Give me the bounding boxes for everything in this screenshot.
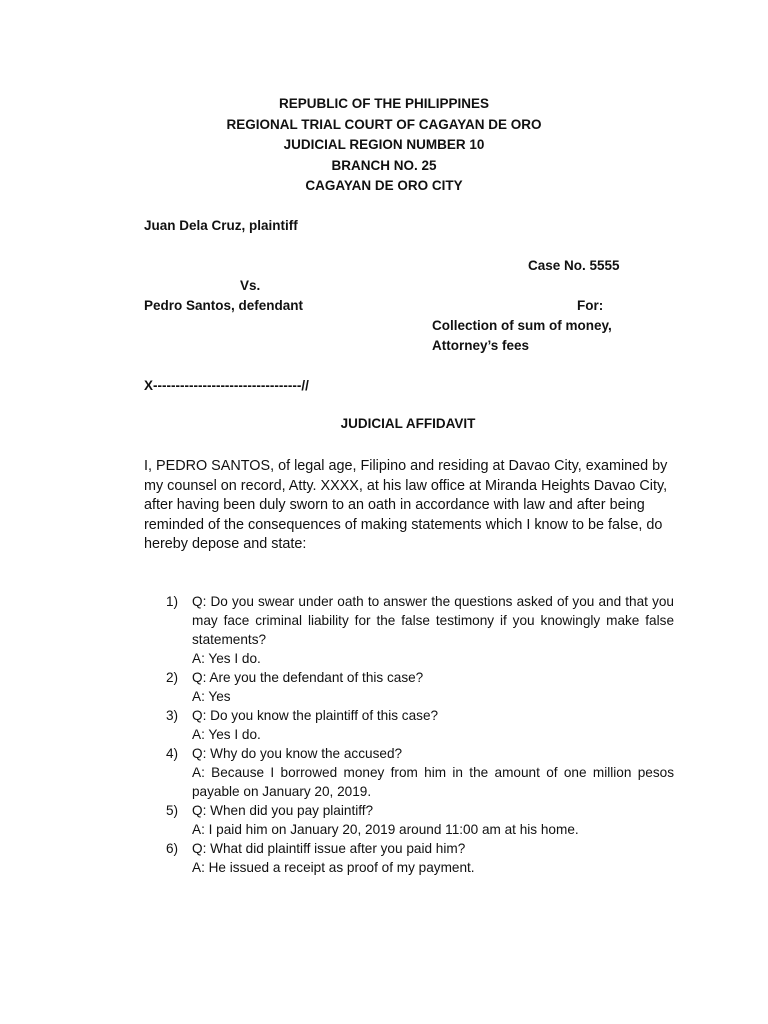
- list-item: [144, 744, 674, 801]
- answer-text: A: I paid him on January 20, 2019 around 11:00 am at his home.: [192, 822, 579, 837]
- intro-paragraph: I, PEDRO SANTOS, of legal age, Filipino and residing at Davao City, examined by my counsel on record, Atty. XXXX, at his law office at Miranda Heights Davao City, after having been duly sworn to an oath in accordance with law and after being reminded of the consequences of making statements which I know to be false, do hereby depose and state:: [144, 458, 668, 552]
- item-number: 5): [166, 803, 179, 818]
- caption-separator: X---------------------------------//: [144, 378, 309, 393]
- question-text: Q: Do you swear under oath to answer the questions asked of you and that you may face criminal liability for the false testimony if you knowingly make false statements?: [192, 594, 674, 647]
- question-text: Q: Why do you know the accused?: [192, 746, 403, 761]
- list-item: [144, 592, 674, 668]
- item-number: 6): [166, 841, 179, 856]
- for-label: For:: [577, 298, 604, 313]
- defendant-name: Pedro Santos, defendant: [144, 298, 304, 313]
- versus-label: Vs.: [240, 278, 261, 293]
- item-number: 2): [166, 670, 179, 685]
- header-line-republic: REPUBLIC OF THE PHILIPPINES: [278, 96, 490, 111]
- case-number: Case No. 5555: [528, 258, 620, 273]
- list-item: [144, 801, 674, 839]
- answer-text: A: Yes: [192, 689, 231, 704]
- header-line-city: CAGAYAN DE ORO CITY: [305, 178, 463, 193]
- question-answer-list: [144, 592, 674, 877]
- list-item: [144, 668, 674, 706]
- cause-of-action-line-1: Collection of sum of money,: [432, 318, 612, 333]
- answer-text: A: He issued a receipt as proof of my payment.: [192, 860, 475, 875]
- answer-text: A: Yes I do.: [192, 727, 261, 742]
- document-title: JUDICIAL AFFIDAVIT: [340, 416, 476, 431]
- header-line-court: REGIONAL TRIAL COURT OF CAGAYAN DE ORO: [226, 116, 542, 132]
- question-text: Q: Do you know the plaintiff of this case?: [192, 708, 439, 723]
- header-line-branch: BRANCH NO. 25: [331, 157, 437, 173]
- list-item: [144, 839, 674, 877]
- cause-of-action-line-2: Attorney’s fees: [432, 338, 530, 353]
- question-text: Q: What did plaintiff issue after you paid him?: [192, 841, 466, 856]
- list-item: [144, 706, 674, 744]
- plaintiff-name: Juan Dela Cruz, plaintiff: [144, 218, 298, 233]
- item-number: 3): [166, 708, 179, 723]
- court-header: [0, 94, 768, 197]
- item-number: 4): [166, 746, 179, 761]
- item-number: 1): [166, 594, 179, 609]
- question-text: Q: When did you pay plaintiff?: [192, 803, 374, 818]
- answer-text: A: Because I borrowed money from him in the amount of one million pesos payable on January 20, 2019.: [192, 765, 674, 799]
- header-line-region: JUDICIAL REGION NUMBER 10: [283, 137, 485, 152]
- question-text: Q: Are you the defendant of this case?: [192, 670, 424, 685]
- answer-text: A: Yes I do.: [192, 651, 261, 666]
